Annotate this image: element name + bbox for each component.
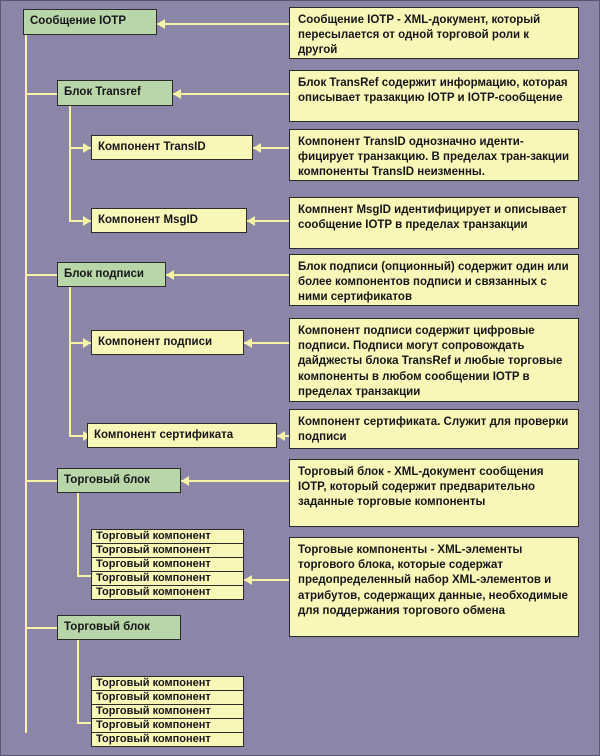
note-signature-block: Блок подписи (опционный) содержит один или более компонентов подписи и связанных с ними сертификатов bbox=[289, 254, 579, 306]
note-transid-component: Компонент TransID однозначно иденти-фицирует транзакцию. В пределах тран-закции компоненты TransID неизменны. bbox=[289, 129, 579, 181]
arrow-to-sigcomp bbox=[83, 338, 91, 348]
connector-trunk-trade2 bbox=[25, 627, 57, 629]
node-trade-block-1[interactable]: Торговый блок bbox=[57, 468, 181, 493]
node-signature-block[interactable]: Блок подписи bbox=[57, 262, 166, 287]
node-trade-component[interactable]: Торговый компонент bbox=[91, 732, 244, 747]
connector-trunk-transref bbox=[25, 93, 57, 95]
connector-trunk-trade1 bbox=[25, 480, 57, 482]
node-transref-block[interactable]: Блок Transref bbox=[57, 80, 173, 106]
node-trade-component[interactable]: Торговый компонент bbox=[91, 585, 244, 600]
arrow-msgid-note bbox=[247, 216, 255, 226]
arrow-root-note bbox=[157, 19, 165, 29]
arrow-trade1-note bbox=[181, 476, 189, 486]
note-transref-block: Блок TransRef содержит информацию, которая описывает тразакцию IOTP и IOTP-сообщение bbox=[289, 70, 579, 122]
connector-to-trade-components-1 bbox=[77, 575, 91, 577]
connector-signature-note bbox=[166, 274, 289, 276]
arrow-signature-note bbox=[166, 270, 174, 280]
note-trade-component: Торговые компоненты - XML-элементы торгового блока, которые содержат предопределенный набор XML-элементов и атрибутов, содержащих данные, необходимые для поддержания торгового обмена bbox=[289, 537, 579, 637]
connector-trade1-subtrunk bbox=[77, 490, 79, 576]
node-trade-component[interactable]: Торговый компонент bbox=[91, 529, 244, 544]
arrow-to-transid bbox=[83, 143, 91, 153]
node-msgid-component[interactable]: Компонент MsgID bbox=[91, 208, 247, 233]
connector-trunk-signature bbox=[25, 274, 57, 276]
node-trade-component[interactable]: Торговый компонент bbox=[91, 543, 244, 558]
node-trade-component[interactable]: Торговый компонент bbox=[91, 676, 244, 691]
node-trade-component[interactable]: Торговый компонент bbox=[91, 571, 244, 586]
note-trade-block: Торговый блок - XML-документ сообщения IOTP, который содержит предварительно заданные торговые компоненты bbox=[289, 459, 579, 527]
connector-transref-note bbox=[173, 93, 289, 95]
connector-to-trade-components-2 bbox=[77, 722, 91, 724]
arrow-tradecomp-note bbox=[244, 575, 252, 585]
node-trade-component[interactable]: Торговый компонент bbox=[91, 718, 244, 733]
node-trade-component[interactable]: Торговый компонент bbox=[91, 704, 244, 719]
arrow-to-msgid bbox=[83, 216, 91, 226]
node-trade-block-2[interactable]: Торговый блок bbox=[57, 615, 181, 640]
node-trade-component[interactable]: Торговый компонент bbox=[91, 557, 244, 572]
node-root[interactable]: Сообщение IOTP bbox=[23, 9, 157, 35]
trade-component-stack-2 bbox=[91, 676, 244, 746]
arrow-transid-note bbox=[253, 143, 261, 153]
connector-root-note bbox=[157, 23, 289, 25]
note-certificate-component: Компонент сертификата. Служит для проверки подписи bbox=[289, 409, 579, 449]
connector-transref-subtrunk bbox=[69, 103, 71, 221]
node-certificate-component[interactable]: Компонент сертификата bbox=[87, 423, 277, 448]
arrow-transref-note bbox=[173, 89, 181, 99]
note-signature-component: Компонент подписи содержит цифровые подписи. Подписи могут сопровождать дайджесты блока TransRef и любые торговые компоненты в любом сообщении IOTP в пределах транзакции bbox=[289, 318, 579, 402]
connector-signature-subtrunk bbox=[69, 284, 71, 436]
node-signature-component[interactable]: Компонент подписи bbox=[91, 330, 244, 355]
note-root: Сообщение IOTP - XML-документ, который пересылается от одной торговой роли к другой bbox=[289, 7, 579, 59]
note-msgid-component: Компнент MsgID идентифицирует и описывает сообщение IOTP в пределах транзакции bbox=[289, 197, 579, 249]
connector-trade1-note bbox=[181, 480, 289, 482]
arrow-sigcomp-note bbox=[244, 338, 252, 348]
node-trade-component[interactable]: Торговый компонент bbox=[91, 690, 244, 705]
connector-trade2-subtrunk bbox=[77, 637, 79, 723]
arrow-certcomp-note bbox=[277, 431, 285, 441]
node-transid-component[interactable]: Компонент TransID bbox=[91, 135, 253, 160]
trade-component-stack-1 bbox=[91, 529, 244, 599]
